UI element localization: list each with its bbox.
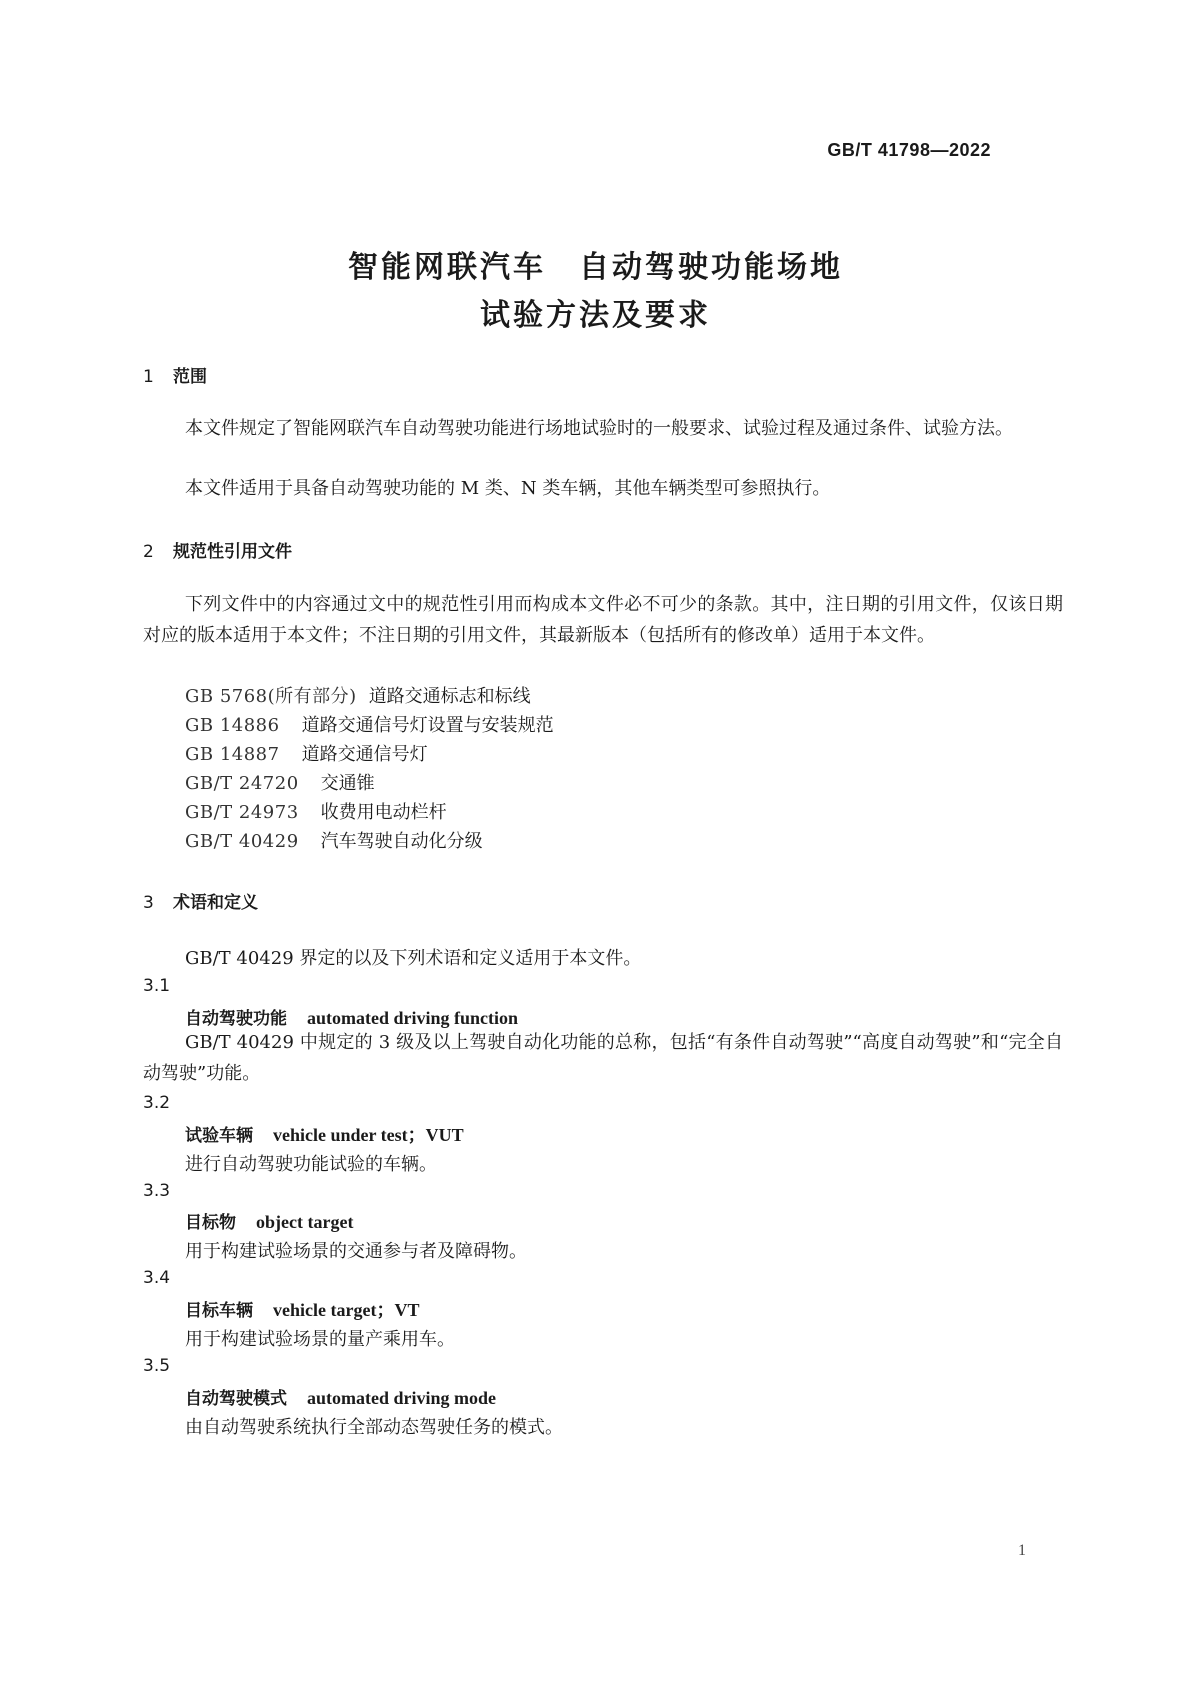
section-number: 3 bbox=[143, 893, 154, 913]
reference-title: 收费用电动栏杆 bbox=[320, 802, 447, 823]
reference-item bbox=[185, 769, 375, 795]
reference-item bbox=[185, 827, 483, 853]
reference-code: GB 5768(所有部分) bbox=[185, 686, 357, 707]
page-number: 1 bbox=[1018, 1542, 1026, 1559]
term-heading bbox=[185, 1296, 419, 1322]
reference-title: 道路交通标志和标线 bbox=[368, 686, 531, 707]
term-number: 3.2 bbox=[143, 1093, 171, 1113]
term-english: vehicle target；VT bbox=[273, 1300, 420, 1320]
reference-item bbox=[185, 711, 554, 737]
section-title: 术语和定义 bbox=[173, 893, 258, 913]
section-title: 范围 bbox=[173, 367, 207, 387]
term-definition: 由自动驾驶系统执行全部动态驾驶任务的模式。 bbox=[185, 1417, 563, 1438]
reference-title: 道路交通信号灯 bbox=[301, 744, 428, 765]
term-heading bbox=[185, 1208, 353, 1233]
standard-code: GB/T 41798—2022 bbox=[827, 140, 991, 160]
section-1-paragraph-1: 本文件规定了智能网联汽车自动驾驶功能进行场地试验时的一般要求、试验过程及通过条件、试验方法。 bbox=[185, 418, 1013, 439]
reference-code: GB 14887 bbox=[185, 744, 280, 765]
section-3-heading bbox=[143, 888, 258, 913]
term-english: vehicle under test；VUT bbox=[273, 1125, 464, 1145]
term-english: automated driving mode bbox=[307, 1388, 496, 1408]
reference-item bbox=[185, 798, 447, 824]
term-definition: GB/T 40429 中规定的 3 级及以上驾驶自动化功能的总称，包括“有条件自动驾驶”“高度自动驾驶”和“完全自动驾驶”功能。 bbox=[143, 1032, 1063, 1084]
reference-title: 汽车驾驶自动化分级 bbox=[320, 831, 483, 852]
section-number: 1 bbox=[143, 367, 154, 387]
term-chinese: 自动驾驶模式 bbox=[185, 1389, 287, 1409]
reference-code: GB/T 40429 bbox=[185, 831, 299, 852]
term-chinese: 试验车辆 bbox=[185, 1126, 253, 1146]
document-title-line-2: 试验方法及要求 bbox=[480, 298, 711, 333]
term-chinese: 自动驾驶功能 bbox=[185, 1009, 287, 1029]
term-english: object target bbox=[256, 1212, 354, 1232]
term-chinese: 目标物 bbox=[185, 1213, 236, 1233]
section-1-heading bbox=[143, 362, 207, 387]
reference-title: 交通锥 bbox=[320, 773, 375, 794]
term-heading bbox=[185, 1384, 496, 1409]
term-number: 3.5 bbox=[143, 1356, 171, 1376]
reference-code: GB 14886 bbox=[185, 715, 280, 736]
term-definition: 进行自动驾驶功能试验的车辆。 bbox=[185, 1154, 437, 1175]
document-title-line-1: 智能网联汽车 自动驾驶功能场地 bbox=[348, 250, 843, 285]
term-english: automated driving function bbox=[307, 1008, 519, 1028]
section-1-paragraph-2: 本文件适用于具备自动驾驶功能的 M 类、N 类车辆，其他车辆类型可参照执行。 bbox=[185, 478, 831, 499]
term-number: 3.1 bbox=[143, 976, 171, 996]
section-number: 2 bbox=[143, 542, 154, 562]
section-title: 规范性引用文件 bbox=[173, 542, 292, 562]
term-heading bbox=[185, 1121, 464, 1147]
term-heading bbox=[185, 1004, 518, 1029]
section-2-heading bbox=[143, 537, 292, 562]
reference-item bbox=[185, 682, 531, 708]
reference-code: GB/T 24973 bbox=[185, 802, 299, 823]
term-chinese: 目标车辆 bbox=[185, 1301, 253, 1321]
reference-code: GB/T 24720 bbox=[185, 773, 299, 794]
section-2-paragraph-1: 下列文件中的内容通过文中的规范性引用而构成本文件必不可少的条款。其中，注日期的引用文件，仅该日期对应的版本适用于本文件；不注日期的引用文件，其最新版本（包括所有的修改单）适用于本文件。 bbox=[143, 594, 1063, 646]
term-number: 3.3 bbox=[143, 1181, 171, 1201]
section-3-intro: GB/T 40429 界定的以及下列术语和定义适用于本文件。 bbox=[185, 948, 642, 969]
term-number: 3.4 bbox=[143, 1268, 171, 1288]
reference-title: 道路交通信号灯设置与安装规范 bbox=[301, 715, 554, 736]
reference-item bbox=[185, 740, 428, 766]
term-definition: 用于构建试验场景的量产乘用车。 bbox=[185, 1329, 455, 1350]
term-definition: 用于构建试验场景的交通参与者及障碍物。 bbox=[185, 1241, 527, 1262]
